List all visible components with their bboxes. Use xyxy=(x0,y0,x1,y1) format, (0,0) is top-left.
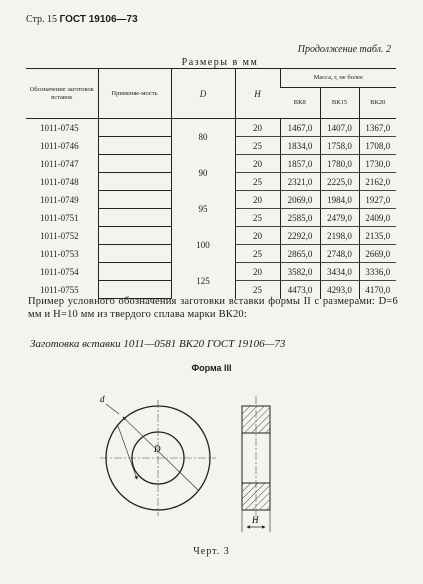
cell-mass: 4293,0 xyxy=(320,281,359,299)
cell-h: 25 xyxy=(235,173,280,191)
cell-mass: 1708,0 xyxy=(359,137,396,155)
cell-mass: 2162,0 xyxy=(359,173,396,191)
cell-designation: 1011-0749 xyxy=(40,194,79,205)
cell-application xyxy=(98,191,171,209)
cell-mass: 2135,0 xyxy=(359,227,396,245)
cell-mass: 2585,0 xyxy=(280,209,320,227)
cell-d: 125 xyxy=(171,263,235,299)
cell-mass: 1780,0 xyxy=(320,155,359,173)
table-row xyxy=(26,155,396,173)
table-row xyxy=(26,191,396,209)
cell-mass: 2748,0 xyxy=(320,245,359,263)
header-grade: ВК20 xyxy=(359,88,396,119)
cell-d: 100 xyxy=(171,227,235,263)
cell-h: 20 xyxy=(235,155,280,173)
cell-mass: 1467,0 xyxy=(280,119,320,137)
cell-application xyxy=(98,263,171,281)
figure-caption: Черт. 3 xyxy=(193,546,230,557)
label-H: H xyxy=(252,515,259,525)
cell-h: 25 xyxy=(235,245,280,263)
cell-h: 25 xyxy=(235,281,280,299)
figure-title: Форма III xyxy=(191,363,232,373)
table-continuation: Продолжение табл. 2 xyxy=(297,44,391,55)
cell-designation: 1011-0751 xyxy=(40,212,79,223)
cell-mass: 2865,0 xyxy=(280,245,320,263)
cell-mass: 1834,0 xyxy=(280,137,320,155)
cell-mass: 3336,0 xyxy=(359,263,396,281)
cell-application xyxy=(98,209,171,227)
cell-mass: 4473,0 xyxy=(280,281,320,299)
cell-mass: 1367,0 xyxy=(359,119,396,137)
cell-mass: 2321,0 xyxy=(280,173,320,191)
cell-mass: 2292,0 xyxy=(280,227,320,245)
page-number: Стр. 15 xyxy=(26,14,58,25)
cell-mass: 3434,0 xyxy=(320,263,359,281)
standard-code: ГОСТ 19106—73 xyxy=(59,14,138,25)
cell-h: 25 xyxy=(235,137,280,155)
header-grade: ВК8 xyxy=(280,88,320,119)
cell-designation: 1011-0753 xyxy=(40,248,79,259)
cell-h: 20 xyxy=(235,191,280,209)
header-application: Применяе-мость xyxy=(98,69,171,119)
insert-drawing xyxy=(0,380,423,545)
cell-mass: 2409,0 xyxy=(359,209,396,227)
cell-application xyxy=(98,173,171,191)
cell-designation: 1011-0746 xyxy=(40,140,79,151)
cell-designation: 1011-0745 xyxy=(40,122,79,133)
cell-mass: 2069,0 xyxy=(280,191,320,209)
cell-designation: 1011-0752 xyxy=(40,230,79,241)
cell-mass: 4170,0 xyxy=(359,281,396,299)
cell-mass: 2198,0 xyxy=(320,227,359,245)
cell-h: 20 xyxy=(235,227,280,245)
cell-d: 80 xyxy=(171,119,235,155)
cell-mass: 1927,0 xyxy=(359,191,396,209)
cell-designation: 1011-0747 xyxy=(40,158,79,169)
cell-h: 25 xyxy=(235,209,280,227)
table-row xyxy=(26,119,396,137)
cell-designation: 1011-0748 xyxy=(40,176,79,187)
example-paragraph: Пример условного обозначения заготовки вставки формы II с размерами: D=6 мм и H=10 мм из твердого сплава марки ВК20: xyxy=(28,296,398,320)
ring-side-view xyxy=(242,396,270,532)
cell-d: 95 xyxy=(171,191,235,227)
cell-h: 20 xyxy=(235,263,280,281)
cell-mass: 1984,0 xyxy=(320,191,359,209)
cell-mass: 2669,0 xyxy=(359,245,396,263)
cell-designation: 1011-0754 xyxy=(40,266,79,277)
label-D: D xyxy=(154,444,161,454)
page-header xyxy=(26,14,138,25)
header-designation: Обозначение заготовок вставок xyxy=(26,69,98,119)
header-h: H xyxy=(235,69,280,119)
table-row xyxy=(26,227,396,245)
label-d: d xyxy=(100,394,105,404)
ring-front-view xyxy=(100,394,216,516)
cell-h: 20 xyxy=(235,119,280,137)
cell-d: 90 xyxy=(171,155,235,191)
header-mass: Масса, г, не более xyxy=(280,69,396,88)
example-designation: Заготовка вставки 1011—0581 ВК20 ГОСТ 19106—73 xyxy=(30,338,286,350)
cell-mass: 1857,0 xyxy=(280,155,320,173)
cell-application xyxy=(98,119,171,137)
cell-application xyxy=(98,227,171,245)
cell-mass: 1730,0 xyxy=(359,155,396,173)
table-row xyxy=(26,263,396,281)
cell-designation: 1011-0755 xyxy=(40,284,79,295)
cell-application xyxy=(98,155,171,173)
cell-mass: 2479,0 xyxy=(320,209,359,227)
cell-mass: 3582,0 xyxy=(280,263,320,281)
cell-application xyxy=(98,137,171,155)
cell-mass: 1758,0 xyxy=(320,137,359,155)
mass-table xyxy=(26,68,396,299)
cell-mass: 2225,0 xyxy=(320,173,359,191)
header-d: D xyxy=(171,69,235,119)
cell-application xyxy=(98,245,171,263)
header-grade: ВК15 xyxy=(320,88,359,119)
cell-mass: 1407,0 xyxy=(320,119,359,137)
sizes-caption: Размеры в мм xyxy=(181,57,259,68)
